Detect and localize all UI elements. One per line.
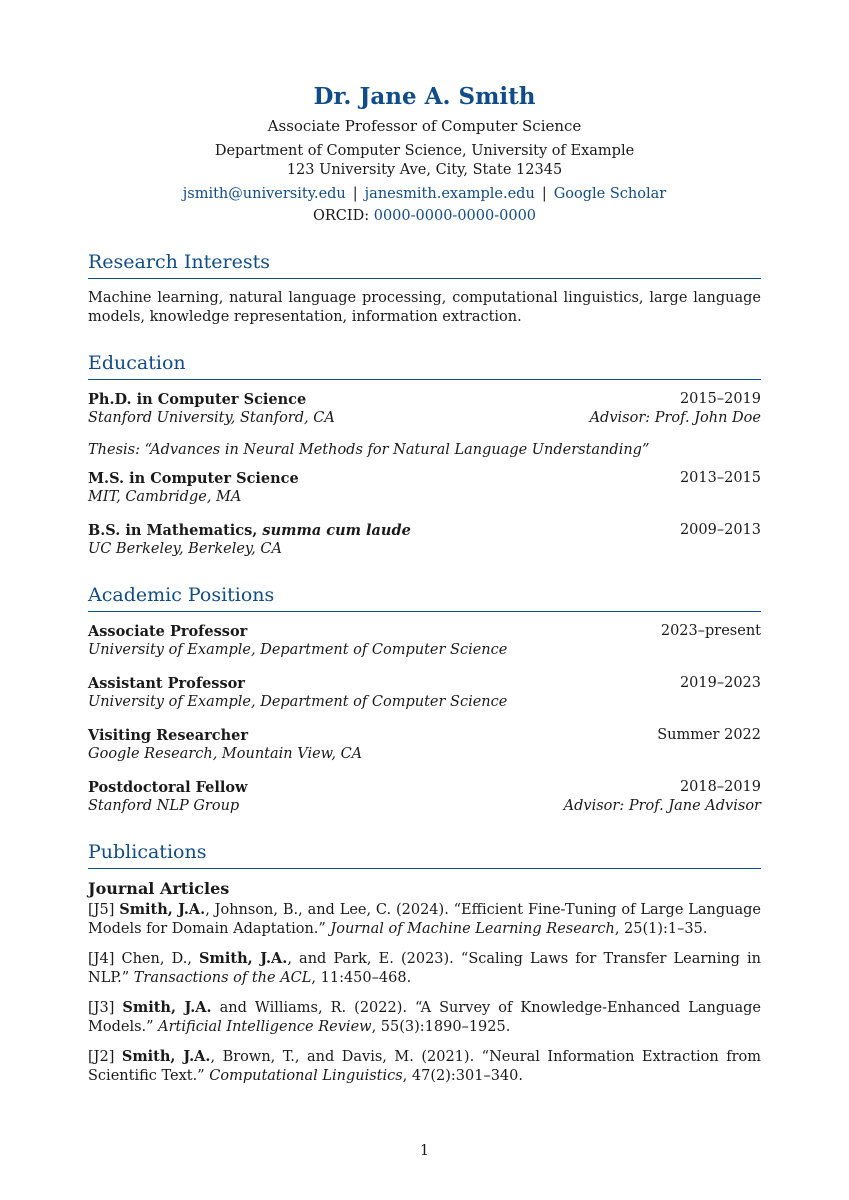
contact-links [88, 185, 761, 204]
separator: | [352, 186, 358, 202]
role: Assistant Professor [88, 675, 245, 692]
venue: Computational Linguistics [209, 1068, 403, 1084]
degree [88, 521, 411, 540]
research-text: Machine learning, natural language processing, computational linguistics, large language models, knowledge representation, information extraction. [88, 290, 761, 325]
school: UC Berkeley, Berkeley, CA [88, 541, 282, 557]
venue: Artificial Intelligence Review [158, 1019, 372, 1035]
publication-entry [88, 900, 761, 939]
cv-page [88, 80, 761, 1086]
section-heading: Academic Positions [88, 583, 761, 612]
place: University of Example, Department of Computer Science [88, 694, 508, 710]
pub-details: , and Park, E. (2023). “Scaling Laws for Transfer Learning in NLP.” [88, 951, 761, 986]
education-entry [88, 521, 761, 559]
years: 2015–2019 [679, 391, 761, 407]
affiliation [88, 142, 761, 180]
department: Department of Computer Science, University of Example [214, 143, 635, 159]
position-entry [88, 674, 761, 712]
orcid-line [88, 207, 761, 226]
section-heading: Research Interests [88, 250, 761, 279]
google-scholar-link[interactable]: Google Scholar [553, 186, 667, 202]
school: Stanford University, Stanford, CA [88, 410, 335, 426]
pub-tail: , 55(3):1890–1925. [371, 1019, 511, 1035]
person-title: Associate Professor of Computer Science [267, 117, 582, 135]
education-entry [88, 390, 761, 428]
dates: 2018–2019 [679, 779, 761, 795]
role: Associate Professor [88, 623, 248, 640]
person-name: Dr. Jane A. Smith [313, 83, 536, 110]
research-section [88, 250, 761, 327]
positions-section [88, 583, 761, 816]
cv-header [88, 82, 761, 226]
publications-section [88, 840, 761, 1086]
pub-id: [J3] [88, 1000, 115, 1016]
place: Stanford NLP Group [88, 798, 240, 814]
section-heading: Publications [88, 840, 761, 869]
school: MIT, Cambridge, MA [88, 489, 242, 505]
subsection-heading: Journal Articles [88, 879, 230, 898]
pub-tail: , 25(1):1–35. [614, 921, 708, 937]
email-link[interactable]: jsmith@university.edu [182, 186, 346, 202]
dates: 2023–present [660, 623, 761, 639]
position-entry [88, 622, 761, 660]
position-entry [88, 778, 761, 816]
section-heading: Education [88, 351, 761, 380]
years: 2013–2015 [679, 470, 761, 486]
advisor: Advisor: Prof. John Doe [589, 410, 761, 426]
venue: Transactions of the ACL [133, 970, 312, 986]
place: Google Research, Mountain View, CA [88, 746, 363, 762]
role: Visiting Researcher [88, 727, 249, 744]
author-self: Smith, J.A. [122, 999, 212, 1016]
separator: | [541, 186, 547, 202]
honors: summa cum laude [262, 522, 411, 539]
role: Postdoctoral Fellow [88, 779, 248, 796]
publication-entry [88, 998, 761, 1037]
education-section [88, 351, 761, 559]
pub-details: , Brown, T., and Davis, M. (2021). “Neural Information Extraction from Scientific Text.” [88, 1049, 761, 1084]
address: 123 University Ave, City, State 12345 [286, 162, 563, 178]
author-self: Smith, J.A. [119, 901, 206, 918]
pub-id: [J5] [88, 902, 115, 918]
years: 2009–2013 [679, 522, 761, 538]
thesis: Thesis: “Advances in Neural Methods for Natural Language Understanding” [88, 442, 650, 458]
author-self: Smith, J.A. [199, 950, 288, 967]
orcid-label: ORCID: [312, 208, 370, 224]
pub-details: and Williams, R. (2022). “A Survey of Knowledge-Enhanced Language Models.” [88, 1000, 761, 1035]
orcid-link[interactable]: 0000-0000-0000-0000 [373, 208, 537, 224]
venue: Journal of Machine Learning Research [330, 921, 615, 937]
dates: Summer 2022 [657, 727, 761, 743]
degree: M.S. in Computer Science [88, 470, 299, 487]
advisor: Advisor: Prof. Jane Advisor [563, 798, 761, 814]
website-link[interactable]: janesmith.example.edu [364, 186, 535, 202]
degree-title: B.S. in Mathematics, [88, 522, 258, 539]
pub-id: [J4] [88, 951, 115, 967]
pub-tail: , 47(2):301–340. [402, 1068, 523, 1084]
position-entry [88, 726, 761, 764]
pub-id: [J2] [88, 1049, 115, 1065]
pub-pre: Chen, D., [121, 951, 200, 967]
page-number: 1 [419, 1143, 430, 1159]
author-self: Smith, J.A. [121, 1048, 211, 1065]
pub-details: , Johnson, B., and Lee, C. (2024). “Efficient Fine-Tuning of Large Language Models for Domain Adaptation.” [88, 902, 761, 937]
place: University of Example, Department of Computer Science [88, 642, 508, 658]
pub-tail: , 11:450–468. [311, 970, 412, 986]
degree: Ph.D. in Computer Science [88, 391, 307, 408]
dates: 2019–2023 [679, 675, 761, 691]
publication-entry [88, 1047, 761, 1086]
publication-entry [88, 949, 761, 988]
education-entry [88, 469, 761, 507]
